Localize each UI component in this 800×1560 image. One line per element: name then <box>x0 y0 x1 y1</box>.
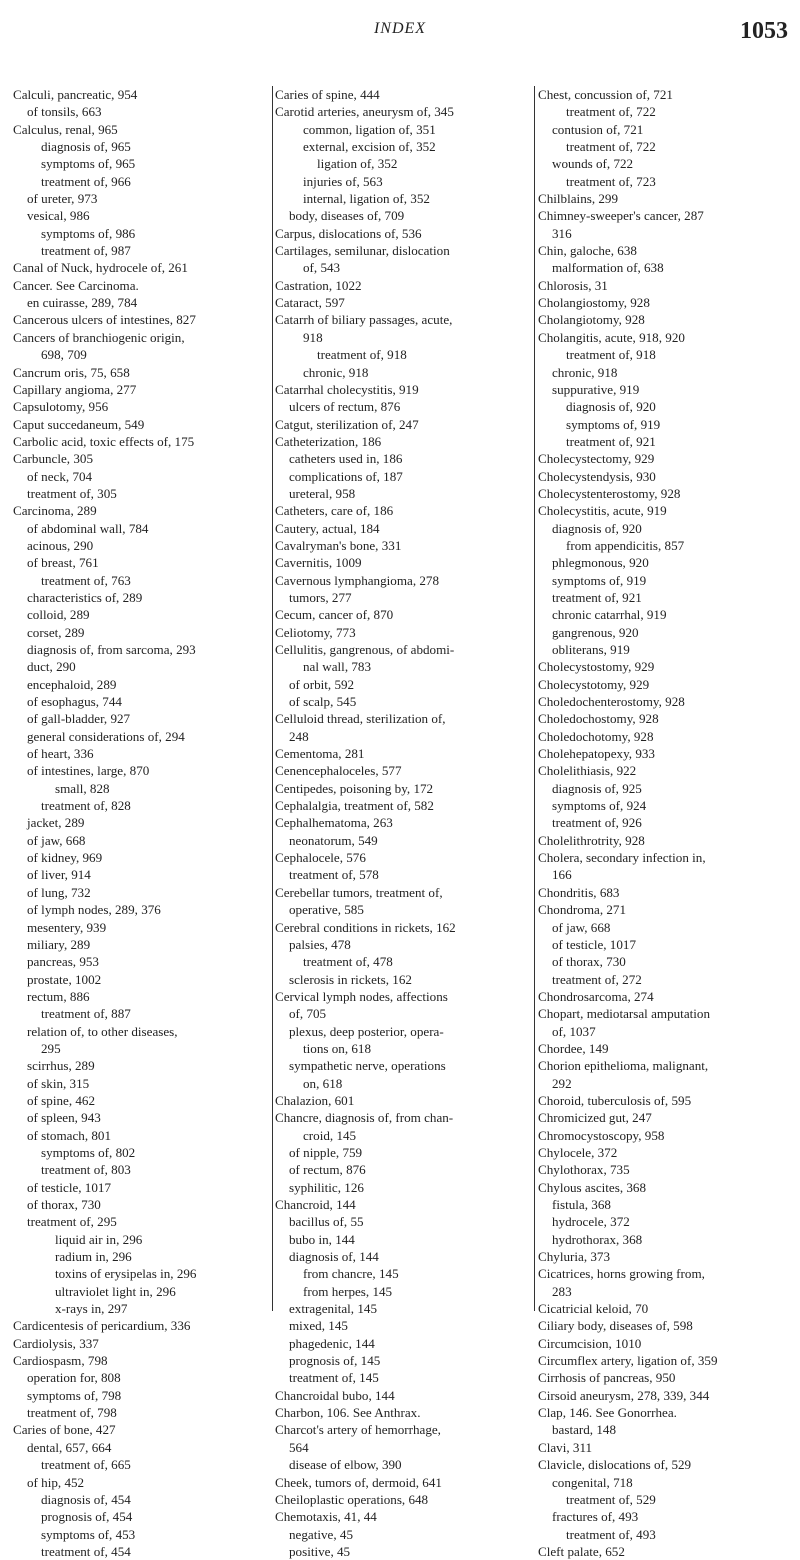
index-entry: Cicatricial keloid, 70 <box>538 1301 649 1317</box>
index-entry: 292 <box>552 1075 572 1091</box>
index-entry: Castration, 1022 <box>275 277 362 293</box>
index-entry: Calculus, renal, 965 <box>13 121 118 137</box>
index-entry: Choledochostomy, 928 <box>538 711 659 727</box>
index-entry: Cleft palate, 652 <box>538 1543 625 1559</box>
index-entry: Cancers of branchiogenic origin, <box>13 329 185 345</box>
index-entry: corset, 289 <box>27 624 85 640</box>
index-entry: Chest, concussion of, 721 <box>538 87 673 102</box>
index-entry: treatment of, 921 <box>566 433 656 449</box>
index-entry: Calculi, pancreatic, 954 <box>13 87 138 102</box>
index-entry: Carcinoma, 289 <box>13 503 97 519</box>
index-entry: bubo in, 144 <box>289 1231 355 1247</box>
index-entry: Capsulotomy, 956 <box>13 399 109 415</box>
index-entry: of, 543 <box>303 260 341 276</box>
index-entry: bacillus of, 55 <box>289 1214 364 1230</box>
index-entry: disease of elbow, 390 <box>289 1457 402 1473</box>
index-entry: of skin, 315 <box>27 1075 90 1091</box>
index-entry: symptoms of, 919 <box>566 416 661 432</box>
index-entry: encephaloid, 289 <box>27 676 117 692</box>
index-entry: of, 1037 <box>552 1023 596 1039</box>
index-entry: Circumcision, 1010 <box>538 1335 642 1351</box>
index-entry: colloid, 289 <box>27 607 90 623</box>
index-entry: of liver, 914 <box>27 867 91 883</box>
index-entry: syphilitic, 126 <box>289 1179 364 1195</box>
index-entry: sclerosis in rickets, 162 <box>289 971 412 987</box>
index-entry: treatment of, 828 <box>41 798 131 814</box>
index-entry: relation of, to other diseases, <box>27 1023 178 1039</box>
index-entry: treatment of, 295 <box>27 1214 117 1230</box>
index-entry: Clavicle, dislocations of, 529 <box>538 1457 692 1473</box>
index-entry: Chin, galoche, 638 <box>538 243 637 259</box>
index-entry: Cartilages, semilunar, dislocation <box>275 243 450 259</box>
index-entry: treatment of, 803 <box>41 1162 131 1178</box>
index-entry: mixed, 145 <box>289 1318 348 1334</box>
index-entry: miliary, 289 <box>27 936 91 952</box>
index-entry: Cataract, 597 <box>275 295 345 311</box>
index-entry: Cholecystenterostomy, 928 <box>538 485 681 501</box>
index-entry: Cancerous ulcers of intestines, 827 <box>13 312 196 328</box>
index-entry: diagnosis of, 920 <box>552 520 642 536</box>
index-entry: of esophagus, 744 <box>27 694 122 710</box>
index-entry: mesentery, 939 <box>27 919 107 935</box>
index-entry: tions on, 618 <box>303 1040 372 1056</box>
index-entry: acinous, 290 <box>27 537 94 553</box>
index-entry: Cholelithrotrity, 928 <box>538 832 645 848</box>
index-entry: Chlorosis, 31 <box>538 277 608 293</box>
index-entry: chronic, 918 <box>303 364 369 380</box>
index-entry: of jaw, 668 <box>552 919 611 935</box>
index-entry: Chopart, mediotarsal amputation <box>538 1006 710 1022</box>
index-entry: nal wall, 783 <box>303 659 372 675</box>
index-entry: duct, 290 <box>27 659 76 675</box>
index-entry: Cavernitis, 1009 <box>275 555 362 571</box>
index-entry: catheters used in, 186 <box>289 451 403 467</box>
index-entry: Cirsoid aneurysm, 278, 339, 344 <box>538 1387 710 1403</box>
index-entry: Charcot's artery of hemorrhage, <box>275 1422 441 1438</box>
index-entry: extragenital, 145 <box>289 1301 377 1317</box>
index-entry: Cervical lymph nodes, affections <box>275 988 448 1004</box>
index-entry: of gall-bladder, 927 <box>27 711 131 727</box>
index-entry: Chalazion, 601 <box>275 1092 355 1108</box>
index-entry: negative, 45 <box>289 1526 353 1542</box>
index-entry: treatment of, 723 <box>566 173 656 189</box>
index-entry: Choledochenterostomy, 928 <box>538 694 685 710</box>
index-entry: Cholangiotomy, 928 <box>538 312 645 328</box>
index-entry: treatment of, 921 <box>552 589 642 605</box>
index-entry: jacket, 289 <box>27 815 85 831</box>
index-entry: of thorax, 730 <box>27 1197 101 1212</box>
index-entry: Chondritis, 683 <box>538 884 620 900</box>
index-entry: ureteral, 958 <box>289 485 356 501</box>
index-entry: Chondroma, 271 <box>538 902 627 918</box>
index-entry: 698, 709 <box>41 347 87 363</box>
index-entry: treatment of, 887 <box>41 1006 131 1022</box>
index-entry: of tonsils, 663 <box>27 104 102 120</box>
index-entry: 316 <box>552 225 572 241</box>
index-entry: of abdominal wall, 784 <box>27 520 149 536</box>
index-entry: fistula, 368 <box>552 1197 611 1212</box>
index-entry: external, excision of, 352 <box>303 139 436 155</box>
index-entry: Canal of Nuck, hydrocele of, 261 <box>13 260 188 276</box>
index-entry: Chromicized gut, 247 <box>538 1110 652 1126</box>
index-entry: bastard, 148 <box>552 1422 616 1438</box>
index-entry: treatment of, 798 <box>27 1405 117 1421</box>
index-entry: treatment of, 454 <box>41 1543 131 1559</box>
index-entry: characteristics of, 289 <box>27 589 143 605</box>
index-entry: Cicatrices, horns growing from, <box>538 1266 705 1282</box>
index-entry: Cholecystostomy, 929 <box>538 659 655 675</box>
index-entry: of spleen, 943 <box>27 1110 101 1126</box>
index-entry: treatment of, 722 <box>566 139 656 155</box>
index-entry: ulcers of rectum, 876 <box>289 399 401 415</box>
index-entry: symptoms of, 919 <box>552 572 647 588</box>
index-entry: Catarrhal cholecystitis, 919 <box>275 381 419 397</box>
index-entry: treatment of, 763 <box>41 572 131 588</box>
index-entry: Chorion epithelioma, malignant, <box>538 1058 709 1074</box>
index-entry: from herpes, 145 <box>303 1283 393 1299</box>
index-entry: Carpus, dislocations of, 536 <box>275 225 422 241</box>
index-entry: small, 828 <box>55 780 110 796</box>
index-entry: of stomach, 801 <box>27 1127 112 1143</box>
index-entry: chronic catarrhal, 919 <box>552 607 667 623</box>
index-entry: Caries of bone, 427 <box>13 1422 116 1438</box>
index-entry: Catarrh of biliary passages, acute, <box>275 312 453 328</box>
index-entry: toxins of erysipelas in, 296 <box>55 1266 197 1282</box>
index-entry: Cementoma, 281 <box>275 746 365 762</box>
index-entry: Cholehepatopexy, 933 <box>538 746 655 762</box>
index-entry: phlegmonous, 920 <box>552 555 649 571</box>
index-entry: treatment of, 918 <box>566 347 656 363</box>
index-entry: Cholera, secondary infection in, <box>538 850 706 866</box>
index-entry: Celiotomy, 773 <box>275 624 356 640</box>
index-entry: Chemotaxis, 41, 44 <box>275 1509 377 1525</box>
index-entry: scirrhus, 289 <box>27 1058 95 1074</box>
index-entry: liquid air in, 296 <box>55 1231 143 1247</box>
index-entry: hydrocele, 372 <box>552 1214 630 1230</box>
index-entry: Cholangitis, acute, 918, 920 <box>538 329 685 345</box>
index-entry: Cholecystectomy, 929 <box>538 451 655 467</box>
index-entry: Cerebellar tumors, treatment of, <box>275 884 443 900</box>
index-entry: contusion of, 721 <box>552 121 644 137</box>
index-entry: of jaw, 668 <box>27 832 86 848</box>
index-entry: of testicle, 1017 <box>552 936 636 952</box>
index-entry: diagnosis of, 925 <box>552 780 642 796</box>
index-entry: treatment of, 578 <box>289 867 379 883</box>
index-entry: plexus, deep posterior, opera- <box>289 1023 444 1039</box>
index-entry: symptoms of, 986 <box>41 225 136 241</box>
index-entry: palsies, 478 <box>289 936 351 952</box>
index-entry: treatment of, 272 <box>552 971 642 987</box>
index-entry: obliterans, 919 <box>552 642 630 657</box>
index-entry: Chancroidal bubo, 144 <box>275 1387 395 1403</box>
index-entry: gangrenous, 920 <box>552 624 639 640</box>
index-entry: Catheters, care of, 186 <box>275 503 394 519</box>
index-entry: neonatorum, 549 <box>289 832 378 848</box>
index-entry: Cholecystendysis, 930 <box>538 468 656 484</box>
index-entry: 295 <box>41 1040 61 1056</box>
index-entry: symptoms of, 798 <box>27 1387 122 1403</box>
index-entry: 918 <box>303 329 323 345</box>
index-entry: of lymph nodes, 289, 376 <box>27 902 161 918</box>
index-entry: treatment of, 966 <box>41 173 131 189</box>
index-entry: radium in, 296 <box>55 1249 132 1265</box>
index-entry: of orbit, 592 <box>289 676 355 692</box>
index-entry: symptoms of, 924 <box>552 798 647 814</box>
index-column-2 <box>275 86 536 1560</box>
index-entry: on, 618 <box>303 1075 343 1091</box>
index-entry: croid, 145 <box>303 1127 357 1143</box>
index-entry: from chancre, 145 <box>303 1266 399 1282</box>
index-entry: injuries of, 563 <box>303 173 383 189</box>
index-entry: malformation of, 638 <box>552 260 664 276</box>
index-entry: en cuirasse, 289, 784 <box>27 295 138 311</box>
index-entry: of nipple, 759 <box>289 1144 363 1160</box>
index-entry: Clavi, 311 <box>538 1439 593 1455</box>
index-entry: treatment of, 918 <box>317 347 407 363</box>
index-entry: Circumflex artery, ligation of, 359 <box>538 1353 718 1369</box>
index-entry: Cholangiostomy, 928 <box>538 295 650 311</box>
index-entry: Chancre, diagnosis of, from chan- <box>275 1110 454 1126</box>
index-entry: Cancrum oris, 75, 658 <box>13 364 130 380</box>
index-entry: from appendicitis, 857 <box>566 537 685 553</box>
index-entry: of scalp, 545 <box>289 694 357 710</box>
index-entry: complications of, 187 <box>289 468 403 484</box>
index-entry: treatment of, 478 <box>303 954 393 970</box>
index-entry: 166 <box>552 867 572 883</box>
index-entry: 248 <box>289 728 309 744</box>
index-entry: Clap, 146. See Gonorrhea. <box>538 1405 677 1421</box>
index-entry: of lung, 732 <box>27 884 91 900</box>
index-entry: of rectum, 876 <box>289 1162 366 1178</box>
index-entry: of testicle, 1017 <box>27 1179 111 1195</box>
index-entry: Cecum, cancer of, 870 <box>275 607 394 623</box>
index-entry: Cephalocele, 576 <box>275 850 366 866</box>
index-entry: Choroid, tuberculosis of, 595 <box>538 1092 692 1108</box>
index-entry: operation for, 808 <box>27 1370 121 1386</box>
index-entry: sympathetic nerve, operations <box>289 1058 446 1074</box>
index-entry: treatment of, 305 <box>27 485 117 501</box>
index-entry: Chimney-sweeper's cancer, 287 <box>538 208 704 224</box>
index-entry: treatment of, 529 <box>566 1491 656 1507</box>
index-entry: suppurative, 919 <box>552 381 640 397</box>
index-column-1 <box>13 86 271 1560</box>
index-entry: Cardiospasm, 798 <box>13 1353 108 1369</box>
index-entry: treatment of, 493 <box>566 1526 656 1542</box>
index-entry: Cheiloplastic operations, 648 <box>275 1491 429 1507</box>
index-entry: Chyluria, 373 <box>538 1249 611 1265</box>
index-entry: 283 <box>552 1283 572 1299</box>
index-entry: dental, 657, 664 <box>27 1439 112 1455</box>
index-entry: Centipedes, poisoning by, 172 <box>275 780 434 796</box>
index-entry: of intestines, large, 870 <box>27 763 150 779</box>
index-entry: treatment of, 145 <box>289 1370 379 1386</box>
index-entry: Celluloid thread, sterilization of, <box>275 711 446 727</box>
index-entry: Chancroid, 144 <box>275 1197 356 1212</box>
index-entry: wounds of, 722 <box>552 156 634 172</box>
index-entry: of neck, 704 <box>27 468 93 484</box>
index-entry: ultraviolet light in, 296 <box>55 1283 176 1299</box>
index-entry: of kidney, 969 <box>27 850 103 866</box>
index-entry: of spine, 462 <box>27 1092 96 1108</box>
index-entry: vesical, 986 <box>27 208 90 224</box>
index-entry: Cerebral conditions in rickets, 162 <box>275 919 456 935</box>
index-entry: Chylous ascites, 368 <box>538 1179 647 1195</box>
index-entry: Cavalryman's bone, 331 <box>275 537 402 553</box>
index-entry: treatment of, 722 <box>566 104 656 120</box>
index-entry: Chylocele, 372 <box>538 1144 618 1160</box>
index-entry: chronic, 918 <box>552 364 618 380</box>
index-entry: diagnosis of, 965 <box>41 139 131 155</box>
index-entry: symptoms of, 802 <box>41 1144 136 1160</box>
index-entry: Catheterization, 186 <box>275 433 382 449</box>
index-entry: of thorax, 730 <box>552 954 626 970</box>
index-entry: prostate, 1002 <box>27 971 102 987</box>
index-entry: Cirrhosis of pancreas, 950 <box>538 1370 676 1386</box>
index-entry: Cavernous lymphangioma, 278 <box>275 572 440 588</box>
index-entry: rectum, 886 <box>27 988 90 1004</box>
index-entry: congenital, 718 <box>552 1474 633 1490</box>
index-entry: Caput succedaneum, 549 <box>13 416 145 432</box>
index-entry: diagnosis of, from sarcoma, 293 <box>27 642 196 657</box>
index-entry: of hip, 452 <box>27 1474 85 1490</box>
index-entry: Carbuncle, 305 <box>13 451 93 467</box>
index-entry: treatment of, 987 <box>41 243 131 259</box>
index-entry: Capillary angioma, 277 <box>13 381 137 397</box>
index-entry: Cephalhematoma, 263 <box>275 815 393 831</box>
index-entry: diagnosis of, 920 <box>566 399 656 415</box>
index-column-3 <box>538 86 796 1560</box>
index-entry: Chylothorax, 735 <box>538 1162 630 1178</box>
index-entry: of breast, 761 <box>27 555 99 571</box>
index-entry: Chromocystoscopy, 958 <box>538 1127 665 1143</box>
index-entry: body, diseases of, 709 <box>289 208 405 224</box>
index-entry: 564 <box>289 1439 309 1455</box>
index-entry: Caries of spine, 444 <box>275 87 380 102</box>
index-entry: Cholecystotomy, 929 <box>538 676 650 692</box>
index-entry: Ciliary body, diseases of, 598 <box>538 1318 693 1334</box>
page-number: 1053 <box>740 18 788 44</box>
index-entry: Cardicentesis of pericardium, 336 <box>13 1318 191 1334</box>
index-entry: positive, 45 <box>289 1543 351 1559</box>
index-entry: hydrothorax, 368 <box>552 1231 643 1247</box>
index-entry: Cardiolysis, 337 <box>13 1335 99 1351</box>
index-entry: Cenencephaloceles, 577 <box>275 763 402 779</box>
running-header-title: INDEX <box>373 20 427 37</box>
index-entry: ligation of, 352 <box>317 156 398 172</box>
index-entry: Cancer. See Carcinoma. <box>13 277 139 293</box>
index-entry: symptoms of, 453 <box>41 1526 136 1542</box>
index-entry: Cephalalgia, treatment of, 582 <box>275 798 434 814</box>
index-entry: Cholelithiasis, 922 <box>538 763 637 779</box>
index-entry: fractures of, 493 <box>552 1509 639 1525</box>
index-entry: diagnosis of, 144 <box>289 1249 379 1265</box>
index-entry: of, 705 <box>289 1006 327 1022</box>
index-entry: Cautery, actual, 184 <box>275 520 380 536</box>
index-entry: Chondrosarcoma, 274 <box>538 988 654 1004</box>
index-entry: operative, 585 <box>289 902 364 918</box>
index-entry: diagnosis of, 454 <box>41 1491 131 1507</box>
index-entry: prognosis of, 145 <box>289 1353 381 1369</box>
index-entry: treatment of, 665 <box>41 1457 131 1473</box>
index-entry: Cheek, tumors of, dermoid, 641 <box>275 1474 442 1490</box>
index-entry: symptoms of, 965 <box>41 156 136 172</box>
index-entry: general considerations of, 294 <box>27 728 185 744</box>
column-divider <box>272 86 273 1311</box>
index-entry: treatment of, 926 <box>552 815 642 831</box>
index-entry: Carbolic acid, toxic effects of, 175 <box>13 433 195 449</box>
index-entry: Chordee, 149 <box>538 1040 609 1056</box>
index-entry: phagedenic, 144 <box>289 1335 375 1351</box>
index-entry: Carotid arteries, aneurysm of, 345 <box>275 104 454 120</box>
index-entry: x-rays in, 297 <box>55 1301 128 1317</box>
index-entry: Catgut, sterilization of, 247 <box>275 416 419 432</box>
column-divider <box>534 86 535 1311</box>
index-entry: common, ligation of, 351 <box>303 121 436 137</box>
index-entry: Cellulitis, gangrenous, of abdomi- <box>275 642 455 657</box>
index-entry: Choledochotomy, 928 <box>538 728 654 744</box>
index-entry: Cholecystitis, acute, 919 <box>538 503 667 519</box>
index-entry: tumors, 277 <box>289 589 352 605</box>
index-entry: Chilblains, 299 <box>538 191 619 207</box>
index-entry: prognosis of, 454 <box>41 1509 133 1525</box>
index-entry: Charbon, 106. See Anthrax. <box>275 1405 421 1421</box>
index-entry: internal, ligation of, 352 <box>303 191 430 207</box>
index-entry: of ureter, 973 <box>27 191 98 207</box>
index-entry: pancreas, 953 <box>27 954 99 970</box>
index-entry: of heart, 336 <box>27 746 94 762</box>
